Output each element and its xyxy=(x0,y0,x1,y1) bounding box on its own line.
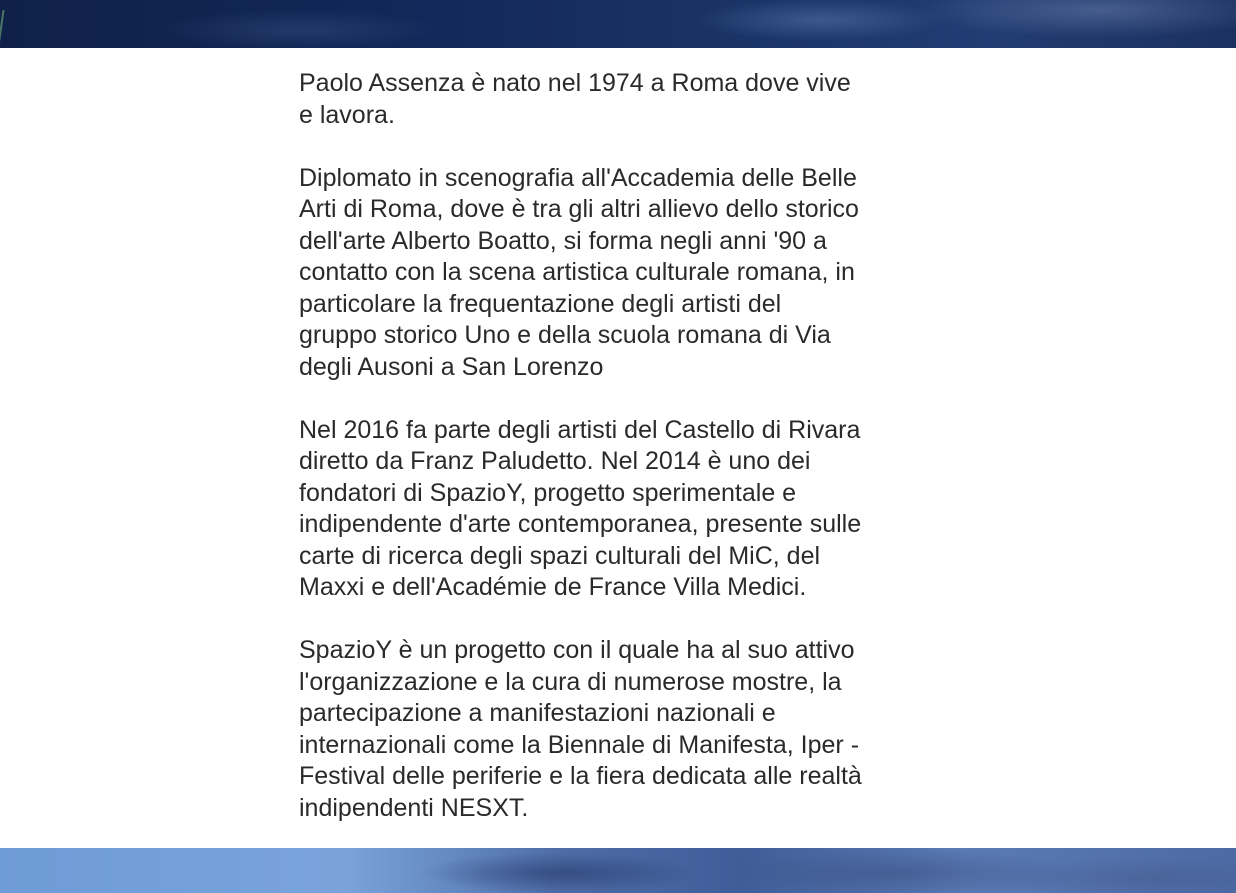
bio-paragraph-education: Diplomato in scenografia all'Accademia delle Belle Arti di Roma, dove è tra gli altri allievo dello storico dell'arte Alberto Boatto, si forma negli anni '90 a contatto con la scena artistica culturale romana, in particolare la frequentazione degli artisti del gruppo storico Uno e della scuola romana di Via degli Ausoni a San Lorenzo xyxy=(299,163,859,381)
header-background-image xyxy=(0,0,1236,48)
bio-paragraph-career: Nel 2016 fa parte degli artisti del Castello di Rivara diretto da Franz Paludetto. Nel 2014 è uno dei fondatori di SpazioY, progetto sperimentale e indipendente d'arte contemporanea, presente sulle carte di ricerca degli spazi culturali del MiC, del Maxxi e dell'Académie de France Villa Medici. xyxy=(299,415,862,601)
footer-background-image xyxy=(0,848,1236,893)
artist-biography xyxy=(299,68,939,824)
bio-paragraph-birth: Paolo Assenza è nato nel 1974 a Roma dove vive e lavora. xyxy=(299,69,851,129)
bio-paragraph-spazioy: SpazioY è un progetto con il quale ha al suo attivo l'organizzazione e la cura di numerose mostre, la partecipazione a manifestazioni nazionali e internazionali come la Biennale di Manifesta, Iper - Festival delle periferie e la fiera dedicata alle realtà indipendenti NESXT. xyxy=(299,636,862,822)
grass-blade-decoration xyxy=(0,10,21,46)
